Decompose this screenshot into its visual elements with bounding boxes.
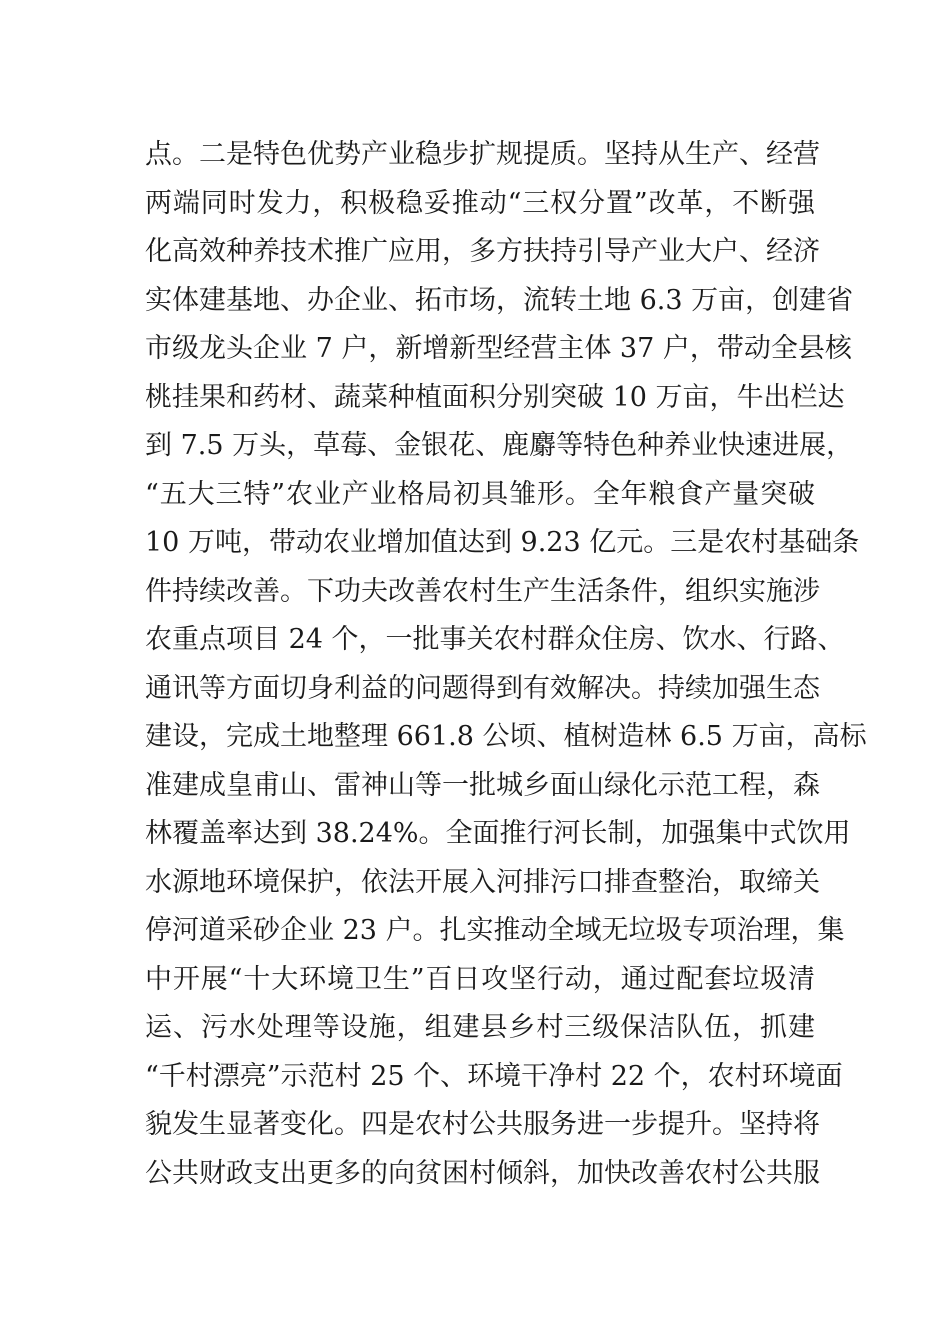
text-line: 10 万吨，带动农业增加值达到 9.23 亿元。三是农村基础条: [145, 527, 860, 558]
text-line: 件持续改善。下功夫改善农村生产生活条件，组织实施涉: [145, 575, 820, 607]
text-line: 点。二是特色优势产业稳步扩规提质。坚持从生产、经营: [145, 139, 820, 170]
text-line: 桃挂果和药材、蔬菜种植面积分别突破 10 万亩，牛出栏达: [145, 381, 845, 413]
text-line: “五大三特”农业产业格局初具雏形。全年粮食产量突破: [145, 478, 815, 510]
text-line: 建设，完成土地整理 661.8 公顷、植树造林 6.5 万亩，高标: [145, 721, 867, 752]
text-line: 林覆盖率达到 38.24%。全面推行河长制，加强集中式饮用: [145, 818, 851, 849]
body-paragraph: [145, 131, 867, 1198]
text-line: 两端同时发力，积极稳妥推动“三权分置”改革，不断强: [145, 187, 815, 219]
text-line: 农重点项目 24 个，一批事关农村群众住房、饮水、行路、: [145, 624, 845, 655]
text-line: 到 7.5 万头，草莓、金银花、鹿麝等特色种养业快速进展，: [145, 430, 854, 461]
text-line: 市级龙头企业 7 户，新增新型经营主体 37 户，带动全县核: [145, 333, 852, 364]
text-line: 运、污水处理等设施，组建县乡村三级保洁队伍，抓建: [145, 1012, 815, 1043]
text-line: 通讯等方面切身利益的问题得到有效解决。持续加强生态: [145, 672, 820, 704]
text-line: 化高效种养技术推广应用，多方扶持引导产业大户、经济: [145, 236, 820, 267]
text-line: 水源地环境保护，依法开展入河排污口排查整治，取缔关: [145, 866, 820, 898]
text-line: 公共财政支出更多的向贫困村倾斜，加快改善农村公共服: [145, 1157, 820, 1189]
text-line: 准建成皇甫山、雷神山等一批城乡面山绿化示范工程，森: [145, 769, 820, 801]
text-line: “千村漂亮”示范村 25 个、环境干净村 22 个，农村环境面: [145, 1060, 843, 1092]
text-line: 实体建基地、办企业、拓市场，流转土地 6.3 万亩，创建省: [145, 284, 854, 316]
text-line: 中开展“十大环境卫生”百日攻坚行动，通过配套垃圾清: [145, 963, 815, 995]
text-line: 停河道采砂企业 23 户。扎实推动全域无垃圾专项治理，集: [145, 915, 845, 946]
text-line: 貌发生显著变化。四是农村公共服务进一步提升。坚持将: [145, 1109, 820, 1140]
